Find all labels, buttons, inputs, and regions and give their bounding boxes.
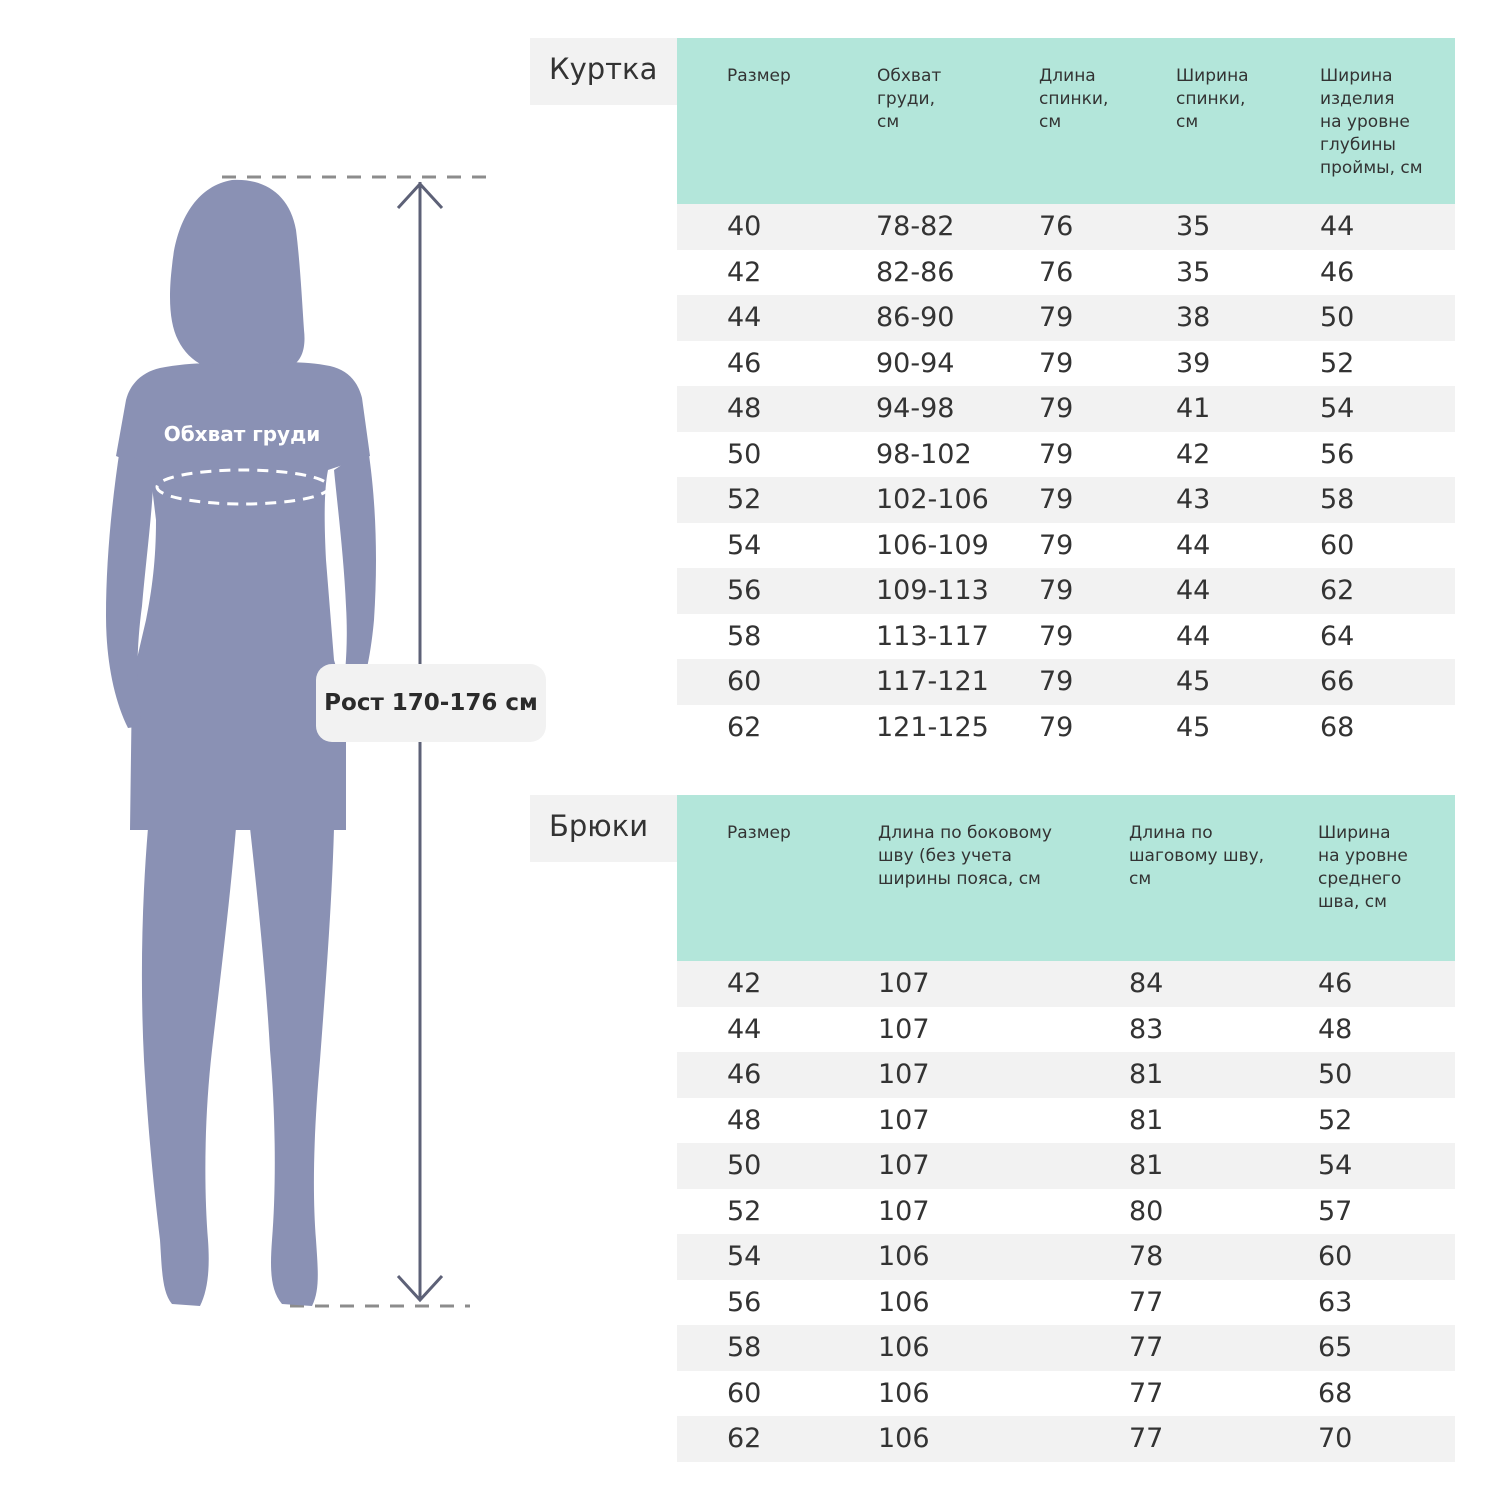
table-cell: 58 [727, 620, 762, 652]
jacket-header-back-width: Ширина спинки, см [1176, 66, 1249, 132]
table-cell: 80 [1129, 1195, 1164, 1227]
table-cell: 52 [727, 1195, 762, 1227]
table-row [677, 1325, 1455, 1371]
table-cell: 86-90 [876, 302, 955, 333]
table-cell: 107 [878, 1104, 930, 1136]
table-cell: 83 [1129, 1013, 1164, 1045]
table-cell: 77 [1129, 1423, 1164, 1454]
table-cell: 78-82 [876, 211, 955, 242]
trousers-header-mid-seam-width: Ширина на уровне среднего шва, см [1318, 823, 1408, 912]
table-cell: 81 [1129, 1059, 1164, 1090]
table-cell: 48 [727, 393, 762, 424]
table-cell: 106 [878, 1241, 930, 1272]
table-cell: 50 [1318, 1059, 1353, 1090]
jacket-title: Куртка [530, 38, 677, 105]
table-cell: 44 [727, 302, 762, 333]
table-cell: 79 [1039, 620, 1074, 652]
table-cell: 50 [727, 438, 762, 470]
table-cell: 38 [1176, 302, 1211, 333]
table-cell: 41 [1176, 393, 1211, 424]
table-cell: 48 [727, 1104, 762, 1136]
table-cell: 62 [1320, 575, 1355, 606]
table-cell: 46 [1318, 968, 1353, 999]
table-row [677, 1371, 1455, 1417]
table-row [677, 1280, 1455, 1326]
table-cell: 107 [878, 968, 930, 999]
table-cell: 44 [727, 1013, 762, 1045]
table-cell: 64 [1320, 620, 1355, 652]
table-row [677, 961, 1455, 1007]
table-cell: 62 [727, 711, 762, 743]
table-cell: 44 [1320, 211, 1355, 242]
table-row [677, 614, 1455, 660]
table-cell: 79 [1039, 711, 1074, 743]
table-cell: 77 [1129, 1332, 1164, 1363]
table-cell: 52 [727, 484, 762, 515]
table-cell: 35 [1176, 211, 1211, 242]
table-cell: 121-125 [876, 711, 989, 743]
jacket-table-body [677, 204, 1455, 750]
table-cell: 66 [1320, 666, 1355, 697]
jacket-header-garment-width: Ширина изделия на уровне глубины проймы, см [1320, 66, 1423, 178]
body-silhouette-illustration [0, 0, 560, 1500]
table-cell: 44 [1176, 529, 1211, 561]
jacket-header-size: Размер [727, 66, 791, 86]
table-row [677, 1098, 1455, 1144]
table-cell: 78 [1129, 1241, 1164, 1272]
table-row [677, 1007, 1455, 1053]
table-cell: 54 [1318, 1150, 1353, 1181]
table-cell: 56 [727, 1286, 762, 1318]
table-cell: 46 [1320, 256, 1355, 288]
table-cell: 45 [1176, 711, 1211, 743]
table-cell: 98-102 [876, 438, 972, 470]
table-row [677, 1416, 1455, 1462]
table-cell: 60 [727, 1377, 762, 1409]
table-cell: 107 [878, 1150, 930, 1181]
trousers-size-table [530, 795, 1455, 1462]
trousers-title: Брюки [530, 795, 677, 862]
table-cell: 79 [1039, 484, 1074, 515]
table-cell: 79 [1039, 529, 1074, 561]
table-cell: 39 [1176, 347, 1211, 379]
table-row [677, 477, 1455, 523]
trousers-table-body [677, 961, 1455, 1462]
table-cell: 52 [1320, 347, 1355, 379]
table-cell: 79 [1039, 393, 1074, 424]
table-cell: 68 [1320, 711, 1355, 743]
table-cell: 106 [878, 1332, 930, 1363]
table-cell: 45 [1176, 666, 1211, 697]
table-cell: 90-94 [876, 347, 955, 379]
jacket-header-back-length: Длина спинки, см [1039, 66, 1109, 132]
trousers-header-side-seam: Длина по боковому шву (без учета ширины пояса, см [878, 823, 1052, 889]
table-cell: 84 [1129, 968, 1164, 999]
trousers-header-inseam: Длина по шаговому шву, см [1129, 823, 1265, 889]
table-row [677, 250, 1455, 296]
table-cell: 79 [1039, 438, 1074, 470]
table-cell: 76 [1039, 211, 1074, 242]
table-cell: 44 [1176, 620, 1211, 652]
table-cell: 79 [1039, 666, 1074, 697]
table-cell: 54 [727, 529, 762, 561]
table-cell: 82-86 [876, 256, 955, 288]
table-row [677, 1143, 1455, 1189]
table-row [677, 386, 1455, 432]
table-cell: 79 [1039, 347, 1074, 379]
table-row [677, 204, 1455, 250]
table-cell: 77 [1129, 1286, 1164, 1318]
table-cell: 52 [1318, 1104, 1353, 1136]
table-cell: 76 [1039, 256, 1074, 288]
table-cell: 106-109 [876, 529, 989, 561]
table-cell: 81 [1129, 1104, 1164, 1136]
table-row [677, 568, 1455, 614]
table-cell: 56 [1320, 438, 1355, 470]
table-cell: 77 [1129, 1377, 1164, 1409]
table-cell: 106 [878, 1377, 930, 1409]
table-cell: 81 [1129, 1150, 1164, 1181]
table-cell: 58 [1320, 484, 1355, 515]
height-badge: Рост 170-176 см [316, 664, 546, 742]
silhouette-graphic [0, 0, 560, 1500]
trousers-table-header [677, 795, 1455, 961]
table-cell: 54 [1320, 393, 1355, 424]
table-cell: 46 [727, 1059, 762, 1090]
jacket-header-chest: Обхват груди, см [877, 66, 942, 132]
table-cell: 107 [878, 1013, 930, 1045]
table-cell: 35 [1176, 256, 1211, 288]
table-row [677, 705, 1455, 751]
table-cell: 40 [727, 211, 762, 242]
table-cell: 65 [1318, 1332, 1353, 1363]
table-cell: 102-106 [876, 484, 989, 515]
table-row [677, 432, 1455, 478]
table-cell: 107 [878, 1195, 930, 1227]
table-cell: 60 [1320, 529, 1355, 561]
table-cell: 109-113 [876, 575, 989, 606]
table-row [677, 1052, 1455, 1098]
table-row [677, 1189, 1455, 1235]
jacket-size-table [530, 38, 1455, 750]
table-cell: 79 [1039, 575, 1074, 606]
table-cell: 57 [1318, 1195, 1353, 1227]
chest-label: Обхват груди [163, 422, 321, 446]
table-cell: 50 [727, 1150, 762, 1181]
table-cell: 54 [727, 1241, 762, 1272]
table-cell: 62 [727, 1423, 762, 1454]
table-cell: 46 [727, 347, 762, 379]
table-cell: 42 [727, 256, 762, 288]
table-cell: 68 [1318, 1377, 1353, 1409]
table-cell: 50 [1320, 302, 1355, 333]
table-row [677, 295, 1455, 341]
jacket-table-header [677, 38, 1455, 204]
table-cell: 63 [1318, 1286, 1353, 1318]
table-row [677, 341, 1455, 387]
table-cell: 42 [727, 968, 762, 999]
table-cell: 106 [878, 1286, 930, 1318]
table-cell: 60 [1318, 1241, 1353, 1272]
table-cell: 48 [1318, 1013, 1353, 1045]
table-cell: 44 [1176, 575, 1211, 606]
trousers-header-size: Размер [727, 823, 791, 843]
table-cell: 56 [727, 575, 762, 606]
table-cell: 113-117 [876, 620, 989, 652]
table-row [677, 523, 1455, 569]
table-cell: 60 [727, 666, 762, 697]
table-cell: 94-98 [876, 393, 955, 424]
table-cell: 43 [1176, 484, 1211, 515]
table-row [677, 659, 1455, 705]
table-row [677, 1234, 1455, 1280]
woman-silhouette [106, 180, 376, 1306]
table-cell: 107 [878, 1059, 930, 1090]
table-cell: 117-121 [876, 666, 989, 697]
table-cell: 106 [878, 1423, 930, 1454]
table-cell: 70 [1318, 1423, 1353, 1454]
table-cell: 58 [727, 1332, 762, 1363]
table-cell: 79 [1039, 302, 1074, 333]
table-cell: 42 [1176, 438, 1211, 470]
